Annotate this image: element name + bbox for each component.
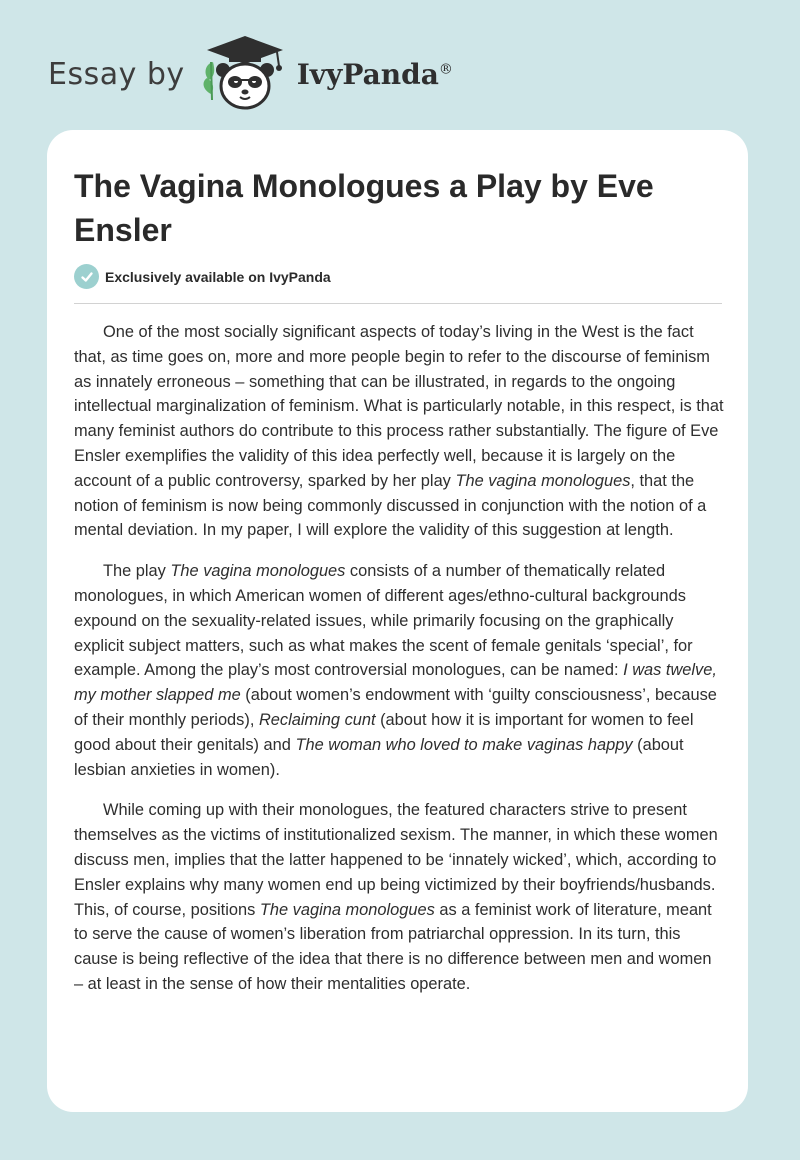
text-run: , that the notion of feminism is now being commonly discussed in conjunction with the notion of a mental deviation. In my paper, I will explore the validity of this suggestion at length. bbox=[74, 471, 707, 540]
italic-title-run: The vagina monologues bbox=[259, 900, 435, 919]
text-run: While coming up with their monologues, the featured characters strive to present themselves as the victims of institutionalized sexism. The manner, in which these women discuss men, implies that the latter happened to be ‘innately wicked’, which, according to Ensler explains why many women end up being victimized by their boyfriends/husbands. This, of course, positions bbox=[74, 801, 718, 919]
brand-name[interactable] bbox=[297, 58, 453, 91]
essay-title: The Vagina Monologues a Play by Eve Ensler bbox=[74, 168, 654, 248]
text-run: consists of a number of thematically related monologues, in which American women of different ages/ethno-cultural backgrounds expound on the sexuality-related issues, while primarily focusing on the graphically explicit subject matters, such as what makes the scent of female genitals ‘special’, for example. Among the play’s most controversial monologues, can be named: bbox=[74, 562, 693, 680]
exclusive-badge-label: Exclusively available on IvyPanda bbox=[105, 268, 331, 285]
italic-title-run: The woman who loved to make vaginas happy bbox=[295, 735, 633, 754]
text-run: (about how it is important for women to feel good about their genitals) and bbox=[74, 710, 694, 754]
essay-card bbox=[47, 130, 748, 1112]
essay-by-label: Essay by bbox=[48, 56, 185, 92]
panda-graduate-logo-icon bbox=[199, 34, 291, 114]
exclusive-badge bbox=[74, 264, 331, 289]
essay-paragraph bbox=[74, 798, 724, 996]
italic-title-run: The vagina monologues bbox=[455, 471, 631, 490]
check-icon bbox=[74, 264, 99, 289]
italic-title-run: I was twelve, my mother slapped me bbox=[74, 661, 717, 705]
italic-title-run: Reclaiming cunt bbox=[258, 710, 376, 729]
brand-text: IvyPanda bbox=[296, 57, 439, 91]
essay-paragraph bbox=[74, 559, 724, 782]
registered-mark: ® bbox=[438, 61, 453, 78]
essay-body bbox=[74, 320, 724, 1013]
text-run: (about women’s endowment with ‘guilty consciousness’, because of their monthly periods), bbox=[74, 686, 717, 729]
essay-paragraph bbox=[74, 320, 724, 543]
site-header bbox=[48, 34, 453, 114]
italic-title-run: The vagina monologues bbox=[170, 562, 346, 581]
text-run: (about lesbian anxieties in women). bbox=[74, 735, 684, 779]
divider bbox=[74, 303, 722, 304]
text-run: as a feminist work of literature, meant to serve the cause of women’s liberation from patriarchal oppression. In its turn, this cause is being reflective of the idea that there is no difference between men and women – at least in the sense of how their mentalities operate. bbox=[74, 900, 712, 993]
text-run: One of the most socially significant aspects of today’s living in the West is the fact that, as time goes on, more and more people begin to refer to the discourse of feminism as innately erroneous – something that can be illustrated, in regards to the ongoing intellectual marginalization of feminism. What is particularly notable, in this respect, is that many feminist authors do contribute to this process rather substantially. The figure of Eve Ensler exemplifies the validity of this idea perfectly well, because it is largely on the account of a public controversy, sparked by her play bbox=[74, 323, 724, 490]
text-run: The play bbox=[103, 562, 171, 581]
